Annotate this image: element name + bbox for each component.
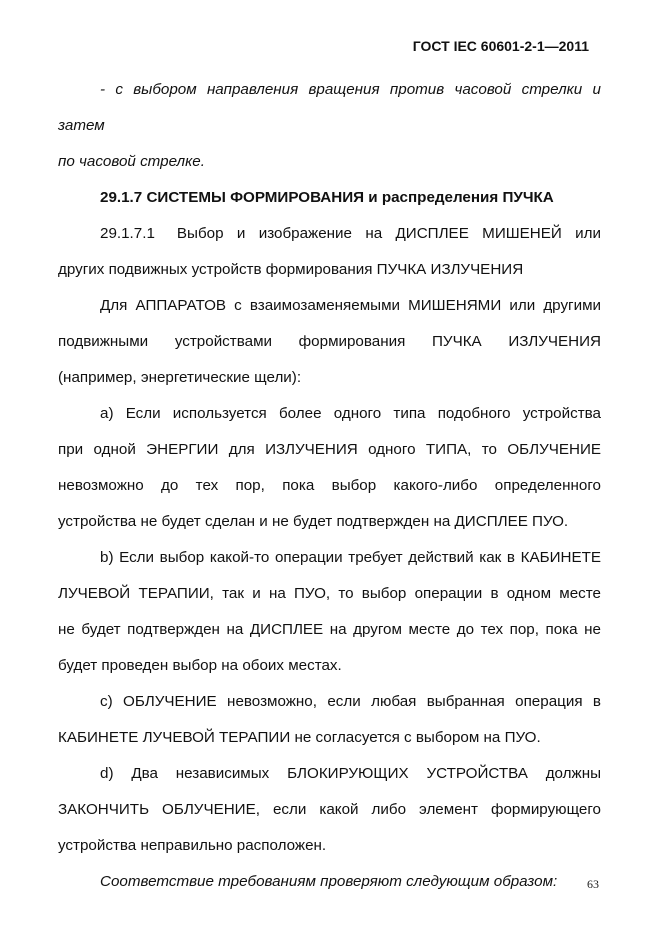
item-c-line-2: КАБИНЕТЕ ЛУЧЕВОЙ ТЕРАПИИ не согласуется с выбором на ПУО. [58,729,541,746]
intro-line-2: по часовой стрелке. [58,153,205,170]
item-d-paragraph [58,756,601,864]
compliance-paragraph: Соответствие требованиям проверяют следующим образом: [100,873,558,890]
clause-number: 29.1.7.1 [100,225,155,242]
document-header: ГОСТ IEC 60601-2-1—2011 [412,38,589,54]
apparatus-line-2: подвижными устройствами формирования ПУЧКА ИЗЛУЧЕНИЯ [58,333,601,350]
intro-paragraph [58,72,601,180]
item-a-line-2: при одной ЭНЕРГИИ для ИЗЛУЧЕНИЯ одного ТИПА, то ОБЛУЧЕНИЕ [58,441,601,458]
item-d-line-3: устройства неправильно расположен. [58,837,327,854]
clause-text-1: Выбор и изображение на ДИСПЛЕЕ МИШЕНЕЙ или [176,225,601,242]
item-b-line-4: будет проведен выбор на обоих местах. [58,657,342,674]
item-b-line-3: не будет подтвержден на ДИСПЛЕЕ на другом месте до тех пор, пока не [58,621,601,638]
item-a-line-1: a) Если используется более одного типа подобного устройства [100,405,601,422]
clause-paragraph [58,216,601,288]
item-a-line-4: устройства не будет сделан и не будет подтвержден на ДИСПЛЕЕ ПУО. [58,513,569,530]
document-body [58,72,601,900]
apparatus-line-1: Для АППАРАТОВ с взаимозаменяемыми МИШЕНЯМИ или другими [100,297,601,314]
apparatus-paragraph [58,288,601,396]
intro-line-1: - с выбором направления вращения против часовой стрелки и затем [58,81,601,134]
item-b-line-1: b) Если выбор какой-то операции требует действий как в КАБИНЕТЕ [100,549,601,566]
clause-line-1 [58,216,601,252]
item-a-paragraph [58,396,601,540]
item-b-paragraph [58,540,601,684]
item-b-line-2: ЛУЧЕВОЙ ТЕРАПИИ, так и на ПУО, то выбор операции в одном месте [58,585,601,602]
item-d-line-2: ЗАКОНЧИТЬ ОБЛУЧЕНИЕ, если какой либо элемент формирующего [58,801,601,818]
item-c-line-1: c) ОБЛУЧЕНИЕ невозможно, если любая выбранная операция в [100,693,601,710]
apparatus-line-3: (например, энергетические щели): [58,369,302,386]
item-a-line-3: невозможно до тех пор, пока выбор какого-либо определенного [58,477,601,494]
clause-line-2: других подвижных устройств формирования ПУЧКА ИЗЛУЧЕНИЯ [58,261,524,278]
item-d-line-1: d) Два независимых БЛОКИРУЮЩИХ УСТРОЙСТВА должны [100,765,601,782]
page-number: 63 [587,877,599,891]
section-heading: 29.1.7 СИСТЕМЫ ФОРМИРОВАНИЯ и распределения ПУЧКА [100,189,554,206]
item-c-paragraph [58,684,601,756]
